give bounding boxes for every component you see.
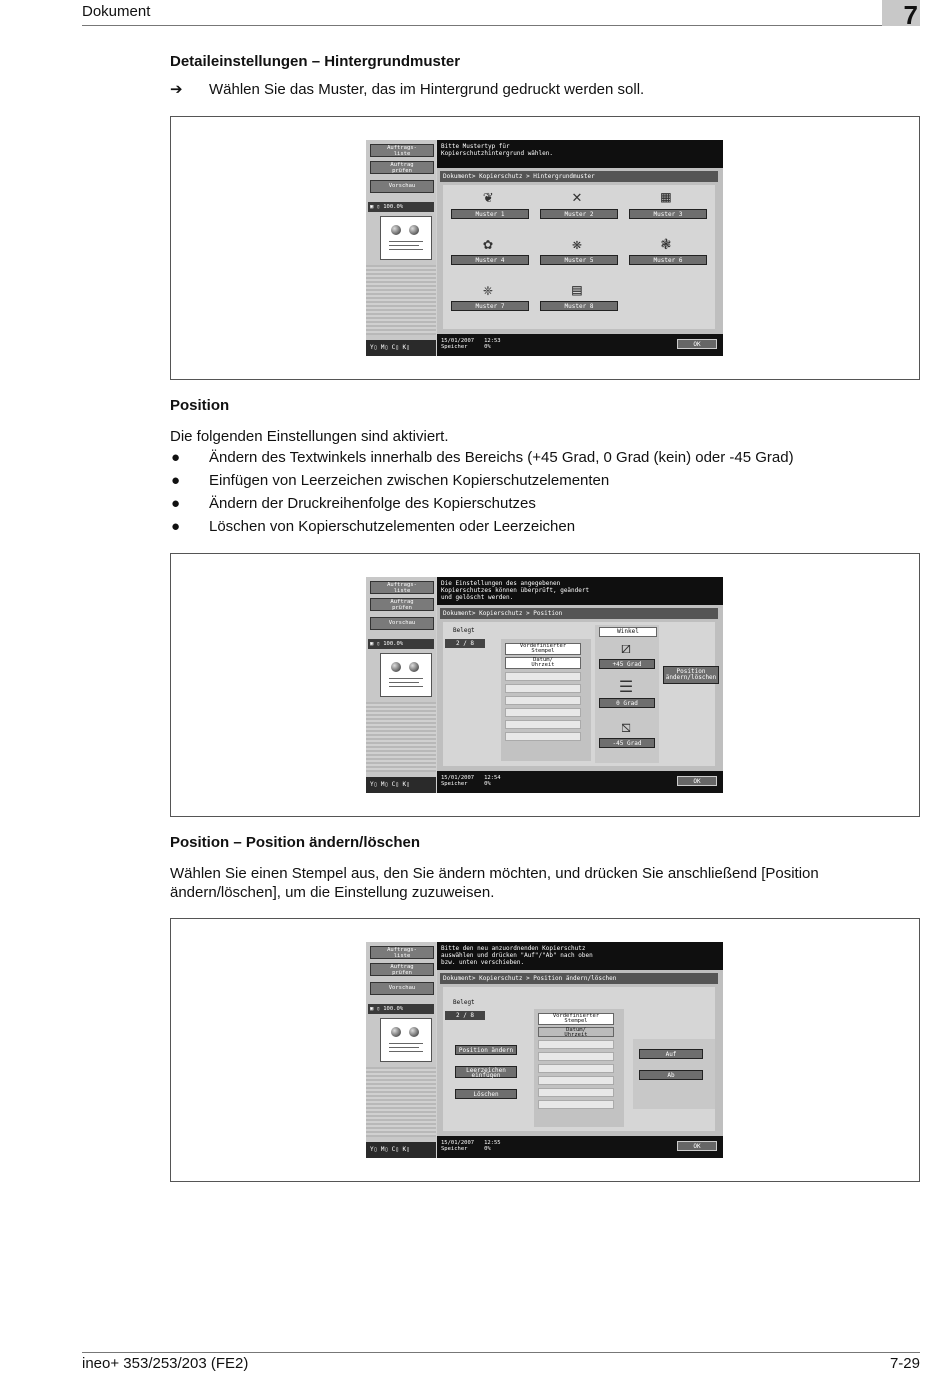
move-group [633,1039,715,1109]
list-row[interactable] [538,1064,614,1073]
stamp-list [501,639,591,761]
toner-levels: Y▯ M▯ C▯ K▯ [366,340,436,356]
toner-levels: Y▯ M▯ C▯ K▯ [366,777,436,793]
list-row[interactable] [538,1040,614,1049]
preview-button[interactable]: Vorschau [370,982,434,995]
bullet-icon: ● [171,449,181,466]
body-line-2: ändern/löschen], um die Einstellung zuzuweisen. [170,884,495,901]
list-row[interactable] [538,1088,614,1097]
section-heading-change-position: Position – Position ändern/löschen [170,834,421,851]
control-panel-change-position [366,942,723,1158]
position-content [443,622,715,766]
zoom-status: ▣ ▯ 100.0% [368,202,434,212]
panel-strip [366,702,436,772]
check-job-button[interactable]: Auftrag prüfen [370,161,434,174]
panel-left-column [366,140,436,356]
preview-button[interactable]: Vorschau [370,617,434,630]
change-position-button[interactable]: Position ändern [455,1045,517,1055]
panel-message: Bitte den neu anzuordnenden Kopierschutz auswählen und drücken "Auf"/"Ab" nach oben bzw. unten verschieben. [437,942,723,970]
list-row[interactable] [505,684,581,693]
list-row[interactable] [538,1100,614,1109]
move-down-button[interactable]: Ab [639,1070,703,1080]
insert-space-button[interactable]: Leerzeichen einfügen [455,1066,517,1078]
panel-breadcrumb: Dokument> Kopierschutz > Position [440,608,718,619]
preview-button[interactable]: Vorschau [370,180,434,193]
pattern-1-icon: ❦ [483,187,493,206]
control-panel-position [366,577,723,793]
angle-label: Winkel [599,627,657,637]
occupied-label: Belegt [453,999,475,1006]
pattern-2-icon: ✕ [572,187,582,206]
pattern-7-icon: ❈ [483,280,493,299]
occupied-label: Belegt [453,627,475,634]
list-row[interactable] [505,708,581,717]
angle-zero-icon: ☰ [618,677,634,696]
panel-breadcrumb: Dokument> Kopierschutz > Position ändern/löschen [440,973,718,984]
job-list-button[interactable]: Auftrags- liste [370,581,434,594]
pattern-5-icon: ❋ [572,234,582,253]
angle-plus45-icon: ⧄ [620,638,632,657]
pattern-3-icon: ▦ [661,187,671,206]
check-job-button[interactable]: Auftrag prüfen [370,963,434,976]
zoom-status: ▣ ▯ 100.0% [368,639,434,649]
bullet-item: ● Einfügen von Leerzeichen zwischen Kopierschutzelementen [171,472,610,489]
running-header-title: Dokument [82,3,151,20]
chapter-number: 7 [903,0,918,30]
panel-breadcrumb: Dokument> Kopierschutz > Hintergrundmuster [440,171,718,182]
pattern-8-button[interactable]: Muster 8 [540,301,618,311]
panel-footer: 15/01/2007 12:53 Speicher 0% OK [437,334,723,356]
list-row[interactable] [505,720,581,729]
pattern-grid [443,185,715,329]
minus45-button[interactable]: -45 Grad [599,738,655,748]
check-job-button[interactable]: Auftrag prüfen [370,598,434,611]
bullet-item: ● Ändern der Druckreihenfolge des Kopierschutzes [171,495,536,512]
position-intro: Die folgenden Einstellungen sind aktiviert. [170,428,449,445]
ok-button[interactable]: OK [677,776,717,786]
change-position-content [443,987,715,1131]
ok-button[interactable]: OK [677,1141,717,1151]
bullet-item: ● Löschen von Kopierschutzelementen oder Leerzeichen [171,518,576,535]
list-row[interactable] [538,1076,614,1085]
bullet-item: ● Ändern des Textwinkels innerhalb des Bereichs (+45 Grad, 0 Grad (kein) oder -45 Grad) [171,449,794,466]
ok-button[interactable]: OK [677,339,717,349]
list-row[interactable] [505,732,581,741]
toner-levels: Y▯ M▯ C▯ K▯ [366,1142,436,1158]
panel-strip [366,265,436,335]
panel-message: Die Einstellungen des angegebenen Kopierschutzes können überprüft, geändert und gelöscht werden. [437,577,723,605]
panel-main [437,970,723,1136]
pattern-2-button[interactable]: Muster 2 [540,209,618,219]
pattern-6-button[interactable]: Muster 6 [629,255,707,265]
page-number: 7-29 [889,1355,920,1372]
occupied-count: 2 / 8 [445,1011,485,1020]
pattern-7-button[interactable]: Muster 7 [451,301,529,311]
footer-rule [82,1352,920,1353]
move-up-button[interactable]: Auf [639,1049,703,1059]
panel-main [437,168,723,334]
preview-thumbnail [380,653,432,697]
panel-footer: 15/01/2007 12:54 Speicher 0% OK [437,771,723,793]
stamp-list [534,1009,624,1127]
bullet-icon: ● [171,518,181,535]
body-line-1: Wählen Sie einen Stempel aus, den Sie ändern möchten, und drücken Sie anschließend [Position [170,865,819,882]
pattern-1-button[interactable]: Muster 1 [451,209,529,219]
list-row[interactable] [505,696,581,705]
arrow-icon: ➔ [170,81,183,98]
preview-thumbnail [380,216,432,260]
stamp-item[interactable]: Datum/ Uhrzeit [505,657,581,669]
control-panel-background-pattern [366,140,723,356]
delete-button[interactable]: Löschen [455,1089,517,1099]
pattern-8-icon: ▤ [572,280,582,299]
plus45-button[interactable]: +45 Grad [599,659,655,669]
panel-main [437,605,723,771]
preview-thumbnail [380,1018,432,1062]
zero-degree-button[interactable]: 0 Grad [599,698,655,708]
stamp-item[interactable]: Vordefinierter Stempel [505,643,581,655]
zoom-status: ▣ ▯ 100.0% [368,1004,434,1014]
header-rule [82,25,920,26]
list-row[interactable] [538,1052,614,1061]
panel-left-column [366,942,436,1158]
section-heading-background-pattern: Detaileinstellungen – Hintergrundmuster [170,53,461,70]
panel-message: Bitte Mustertyp für Kopierschutzhintergrund wählen. [437,140,723,168]
section-heading-position: Position [170,397,230,414]
pattern-4-icon: ✿ [483,234,493,253]
list-row[interactable] [505,672,581,681]
angle-group [595,625,659,763]
instruction-text: Wählen Sie das Muster, das im Hintergrund gedruckt werden soll. [209,81,645,98]
panel-footer: 15/01/2007 12:55 Speicher 0% OK [437,1136,723,1158]
stamp-item[interactable]: Vordefinierter Stempel [538,1013,614,1025]
change-position-button[interactable]: Position ändern/löschen [663,666,719,684]
job-list-button[interactable]: Auftrags- liste [370,144,434,157]
occupied-count: 2 / 8 [445,639,485,648]
panel-strip [366,1067,436,1137]
pattern-5-button[interactable]: Muster 5 [540,255,618,265]
pattern-3-button[interactable]: Muster 3 [629,209,707,219]
pattern-4-button[interactable]: Muster 4 [451,255,529,265]
pattern-6-icon: ❃ [661,234,671,253]
angle-minus45-icon: ⧅ [620,717,632,736]
stamp-item-selected[interactable]: Datum/ Uhrzeit [538,1027,614,1037]
footer-model: ineo+ 353/253/203 (FE2) [82,1355,249,1372]
bullet-icon: ● [171,495,181,512]
panel-left-column [366,577,436,793]
bullet-icon: ● [171,472,181,489]
job-list-button[interactable]: Auftrags- liste [370,946,434,959]
